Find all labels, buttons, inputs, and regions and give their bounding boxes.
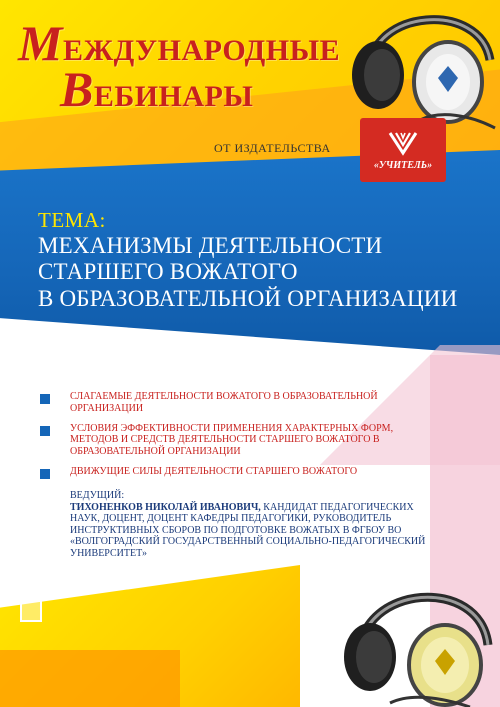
topic-title [38,233,457,312]
headphones-icon [320,565,500,707]
decorative-square [20,600,42,622]
agenda-item: СЛАГАЕМЫЕ ДЕЯТЕЛЬНОСТИ ВОЖАТОГО В ОБРАЗОВАТЕЛЬНОЙ ОРГАНИЗАЦИИ [40,391,400,415]
presenter-info [70,490,430,560]
bullet-square-icon [40,469,50,479]
bullet-square-icon [40,426,50,436]
presenter-details: КАНДИДАТ ПЕДАГОГИЧЕСКИХ НАУК, ДОЦЕНТ, ДОЦЕНТ КАФЕДРЫ ПЕДАГОГИКИ, РУКОВОДИТЕЛЬ ИНСТРУКТИВНЫХ СБОРОВ ПО ПОДГОТОВКЕ ВОЖАТЫХ В ФГБОУ ВО «ВОЛГОГРАДСКИЙ ГОСУДАРСТВЕННЫЙ СОЦИАЛЬНО-ПЕДАГОГИЧЕСКИЙ УНИВЕРСИТЕТ» [70,501,426,559]
bullet-square-icon [40,394,50,404]
publisher-logo [360,118,446,182]
topic-title-line: МЕХАНИЗМЫ ДЕЯТЕЛЬНОСТИ [38,233,383,258]
title-line-2: ВЕБИНАРЫ [60,61,254,117]
publisher-logo-icon [386,129,420,157]
poster-title [18,15,341,117]
publisher-label: ОТ ИЗДАТЕЛЬСТВА [214,141,331,155]
agenda-item: ДВИЖУЩИЕ СИЛЫ ДЕЯТЕЛЬНОСТИ СТАРШЕГО ВОЖАТОГО [40,466,400,478]
headphones-icon [330,0,500,130]
topic-title-line: СТАРШЕГО ВОЖАТОГО [38,259,298,285]
agenda-list [40,391,400,486]
publisher-logo-text: «УЧИТЕЛЬ» [373,160,433,171]
topic-block [38,208,457,312]
presenter-label: ВЕДУЩИЙ: [70,490,125,501]
agenda-item: УСЛОВИЯ ЭФФЕКТИВНОСТИ ПРИМЕНЕНИЯ ХАРАКТЕРНЫХ ФОРМ, МЕТОДОВ И СРЕДСТВ ДЕЯТЕЛЬНОСТИ СТАРШЕГО ВОЖАТОГО В ОБРАЗОВАТЕЛЬНОЙ ОРГАНИЗАЦИИ [40,423,400,458]
presenter-name: ТИХОНЕНКОВ НИКОЛАЙ ИВАНОВИЧ, [70,501,261,513]
footer-accent [0,650,180,707]
topic-label: ТЕМА: [38,208,106,232]
topic-title-line: В ОБРАЗОВАТЕЛЬНОЙ ОРГАНИЗАЦИИ [38,285,458,311]
title-line-1: МЕЖДУНАРОДНЫЕ [18,15,341,71]
